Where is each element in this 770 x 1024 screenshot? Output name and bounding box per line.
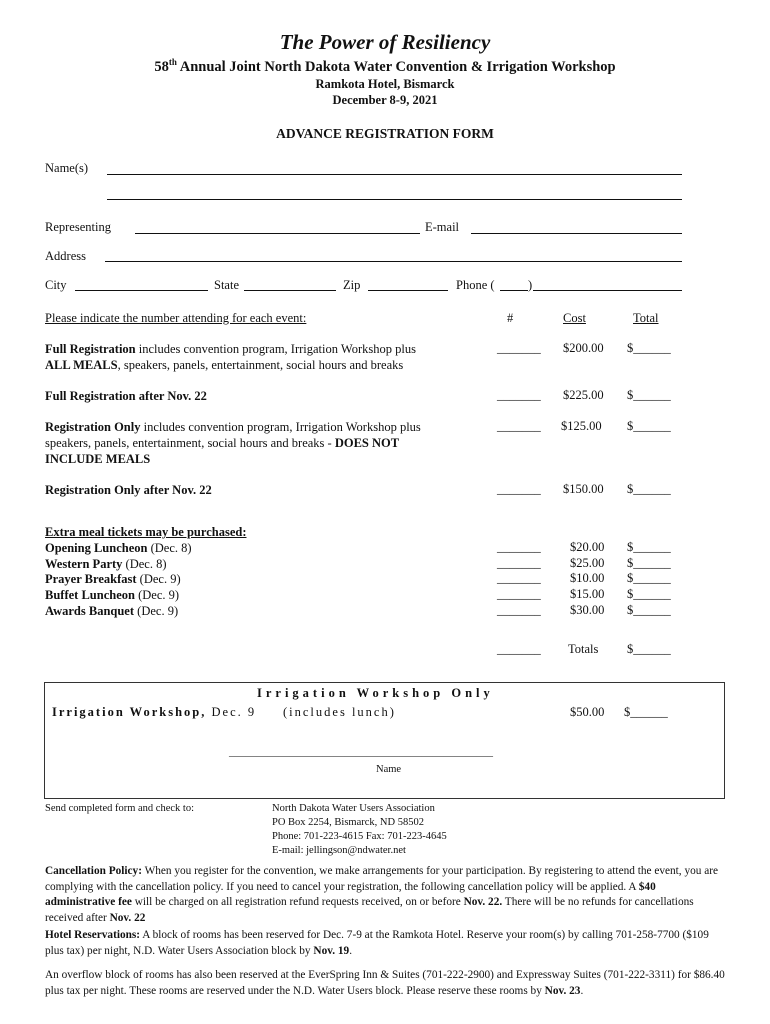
irrigation-workshop-name: Irrigation Workshop, xyxy=(52,705,207,719)
event-description: includes convention program, Irrigation Workshop plus xyxy=(140,420,421,434)
irrigation-workshop-cost: $50.00 xyxy=(570,705,605,719)
overflow-rooms xyxy=(45,968,725,999)
form-title-heading: The Power of Resiliency xyxy=(279,30,491,54)
overflow-text: . xyxy=(580,984,584,997)
event-name: Full Registration xyxy=(45,342,136,356)
event-cost: $225.00 xyxy=(563,388,604,402)
event-description-cont: speakers, panels, entertainment, social hours and breaks - xyxy=(45,436,335,450)
policy-fee: $40 administrative fee xyxy=(45,880,656,908)
subtitle-text: Annual Joint North Dakota Water Convention & Irrigation Workshop xyxy=(176,58,616,75)
cancellation-policy xyxy=(45,864,725,926)
grand-total-blank[interactable]: $______ xyxy=(627,642,671,656)
event-name: Registration Only after Nov. 22 xyxy=(45,483,212,497)
policy-text: There will be no refunds for cancellations received after xyxy=(45,896,694,924)
event-cost: $125.00 xyxy=(561,419,602,433)
state-label: State xyxy=(214,278,239,292)
meal-cost: $15.00 xyxy=(570,587,605,601)
event-registration-only-late xyxy=(45,482,485,498)
send-to-address: PO Box 2254, Bismarck, ND 58502 xyxy=(272,817,424,828)
subtitle-number: 58 xyxy=(154,58,169,75)
city-label: City xyxy=(45,278,67,292)
event-description: includes convention program, Irrigation Workshop plus xyxy=(135,342,416,356)
registration-form-title: ADVANCE REGISTRATION FORM xyxy=(276,126,494,141)
cancellation-policy-label: Cancellation Policy: xyxy=(45,865,142,877)
count-blank[interactable]: _______ xyxy=(497,587,541,601)
event-full-registration xyxy=(45,341,485,373)
irrigation-total-blank[interactable]: $______ xyxy=(624,705,668,719)
send-to-email: E-mail: jellingson@ndwater.net xyxy=(272,845,406,856)
names-field-line-2[interactable] xyxy=(107,199,682,200)
cost-column-header: Cost xyxy=(563,311,586,325)
meal-tickets-heading: Extra meal tickets may be purchased: xyxy=(45,525,247,539)
send-to-label: Send completed form and check to: xyxy=(45,803,194,814)
meal-awards-banquet xyxy=(45,603,178,619)
count-blank[interactable]: _______ xyxy=(497,419,541,433)
event-emphasis: ALL MEALS xyxy=(45,358,118,372)
policy-date: Nov. 22. xyxy=(463,896,503,908)
overflow-text: An overflow block of rooms has also been reserved at the EverSpring Inn & Suites (701-222-2900) and Expressway Suites (701-222-3311) for $86.40 plus tax per night. These rooms are reserved under the N.D. Water Users block. Please reserve these rooms by xyxy=(45,969,725,997)
email-label: E-mail xyxy=(425,220,460,234)
zip-label: Zip xyxy=(343,278,361,292)
meal-name: Buffet Luncheon xyxy=(45,588,135,602)
count-blank[interactable]: _______ xyxy=(497,603,541,617)
event-description-cont: , speakers, panels, entertainment, social hours and breaks xyxy=(117,358,404,372)
total-blank[interactable]: $______ xyxy=(627,341,671,355)
venue: Ramkota Hotel, Bismarck xyxy=(315,77,455,91)
representing-field[interactable] xyxy=(135,233,420,234)
irrigation-workshop-date: Dec. 9 xyxy=(206,705,257,719)
event-emphasis-cont: INCLUDE MEALS xyxy=(45,452,151,466)
event-subtitle xyxy=(0,57,770,76)
meal-date: (Dec. 9) xyxy=(134,588,180,602)
totals-count-blank[interactable]: _______ xyxy=(497,642,541,656)
irrigation-name-field[interactable]: ________________________________________________ xyxy=(229,746,493,758)
irrigation-workshop-note: (includes lunch) xyxy=(283,705,396,719)
city-field[interactable] xyxy=(75,290,208,291)
address-label: Address xyxy=(45,249,86,263)
event-cost: $150.00 xyxy=(563,482,604,496)
policy-text: will be charged on all registration refund requests received, on or before xyxy=(131,896,464,908)
zip-field[interactable] xyxy=(368,290,448,291)
meal-cost: $10.00 xyxy=(570,571,605,585)
meal-date: (Dec. 9) xyxy=(134,604,179,618)
total-blank[interactable]: $______ xyxy=(627,540,671,554)
meal-name: Awards Banquet xyxy=(45,604,135,618)
phone-area-code-field[interactable] xyxy=(500,290,528,291)
phone-number-field[interactable] xyxy=(533,290,682,291)
representing-label: Representing xyxy=(45,220,111,234)
count-column-header: # xyxy=(507,311,514,325)
policy-date: Nov. 22 xyxy=(109,911,146,924)
meal-cost: $30.00 xyxy=(570,603,605,617)
hotel-reservations xyxy=(45,928,725,959)
meal-prayer-breakfast xyxy=(45,571,181,587)
count-blank[interactable]: _______ xyxy=(497,540,541,554)
meal-date: (Dec. 8) xyxy=(147,541,192,555)
irrigation-workshop-item xyxy=(52,705,256,720)
count-blank[interactable]: _______ xyxy=(497,341,541,355)
total-blank[interactable]: $______ xyxy=(627,571,671,585)
address-field[interactable] xyxy=(105,261,682,262)
total-blank[interactable]: $______ xyxy=(627,482,671,496)
event-name: Full Registration after Nov. 22 xyxy=(45,389,207,403)
total-blank[interactable]: $______ xyxy=(627,603,671,617)
meal-name: Prayer Breakfast xyxy=(45,572,137,586)
count-blank[interactable]: _______ xyxy=(497,556,541,570)
phone-paren-close: ) xyxy=(528,278,533,292)
policy-text: When you register for the convention, we make arrangements for your participation. By registering to attend the event, you are complying with the cancellation policy. If you need to cancel your registration, the following cancellation policy will be applied. A xyxy=(45,865,719,893)
meal-name: Opening Luncheon xyxy=(45,541,148,555)
hotel-reservations-label: Hotel Reservations: xyxy=(45,929,141,941)
total-blank[interactable]: $______ xyxy=(627,419,671,433)
email-field[interactable] xyxy=(471,233,682,234)
overflow-deadline: Nov. 23 xyxy=(544,984,581,997)
send-to-org: North Dakota Water Users Association xyxy=(272,803,435,814)
meal-western-party xyxy=(45,556,166,572)
phone-label: Phone ( xyxy=(456,278,495,292)
meal-cost: $25.00 xyxy=(570,556,605,570)
state-field[interactable] xyxy=(244,290,336,291)
hotel-deadline: Nov. 19 xyxy=(313,944,350,957)
meal-date: (Dec. 8) xyxy=(122,557,167,571)
event-full-registration-late xyxy=(45,388,485,404)
meal-opening-luncheon xyxy=(45,540,192,556)
totals-label: Totals xyxy=(568,642,599,656)
event-dates: December 8-9, 2021 xyxy=(332,93,438,107)
attendance-instruction: Please indicate the number attending for each event: xyxy=(45,311,307,325)
event-emphasis: DOES NOT xyxy=(334,436,400,450)
count-blank[interactable]: _______ xyxy=(497,571,541,585)
irrigation-name-label: Name xyxy=(376,764,402,775)
subtitle-ordinal: th xyxy=(168,57,177,67)
total-blank[interactable]: $______ xyxy=(627,388,671,402)
count-blank[interactable]: _______ xyxy=(497,388,541,402)
total-blank[interactable]: $______ xyxy=(627,556,671,570)
send-to-phone: Phone: 701-223-4615 Fax: 701-223-4645 xyxy=(272,831,447,842)
meal-buffet-luncheon xyxy=(45,587,179,603)
event-registration-only xyxy=(45,419,485,467)
hotel-text: . xyxy=(349,944,353,957)
count-blank[interactable]: _______ xyxy=(497,482,541,496)
total-blank[interactable]: $______ xyxy=(627,587,671,601)
names-label: Name(s) xyxy=(45,161,89,175)
event-cost: $200.00 xyxy=(563,341,604,355)
meal-date: (Dec. 9) xyxy=(136,572,181,586)
meal-cost: $20.00 xyxy=(570,540,605,554)
names-field-line-1[interactable] xyxy=(107,174,682,175)
meal-name: Western Party xyxy=(45,557,123,571)
irrigation-workshop-heading: Irrigation Workshop Only xyxy=(257,686,494,700)
event-name: Registration Only xyxy=(45,420,141,434)
hotel-text: A block of rooms has been reserved for Dec. 7-9 at the Ramkota Hotel. Reserve your room(s) by calling 701-258-7700 ($109 plus tax) per night, N.D. Water Users Association block by xyxy=(45,929,709,957)
total-column-header: Total xyxy=(633,311,659,325)
